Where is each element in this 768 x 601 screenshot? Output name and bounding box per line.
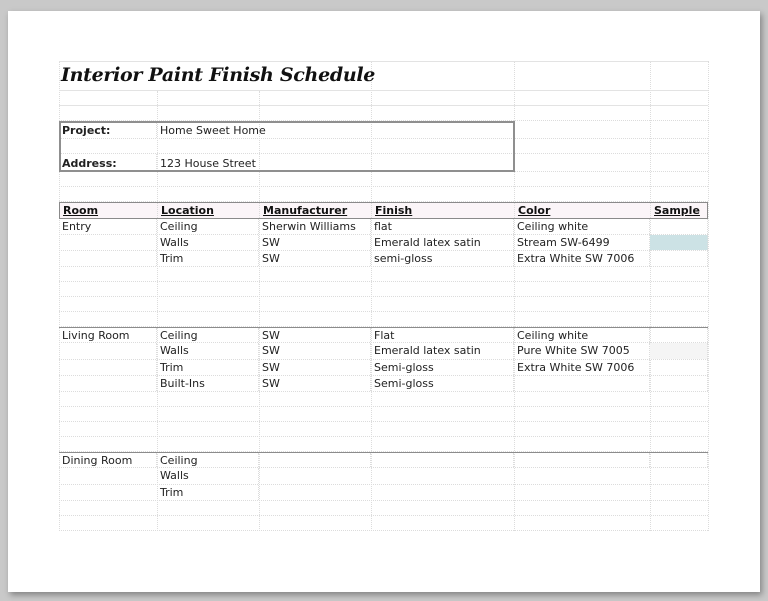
blank-row	[59, 172, 708, 187]
cell-color[interactable]: Extra White SW 7006	[514, 251, 650, 266]
cell-manufacturer[interactable]: SW	[259, 328, 371, 342]
blank-row[interactable]	[59, 312, 708, 327]
cell-sample[interactable]	[650, 376, 708, 391]
cell-room[interactable]: Dining Room	[59, 453, 157, 467]
cell-sample[interactable]	[650, 360, 708, 375]
column-header-color: Color	[515, 203, 651, 218]
cell-finish[interactable]: Emerald latex satin	[371, 235, 514, 250]
cell-manufacturer[interactable]: SW	[259, 251, 371, 266]
cell-location[interactable]: Walls	[157, 343, 259, 359]
cell-finish[interactable]: flat	[371, 219, 514, 234]
cell-room[interactable]	[59, 235, 157, 250]
cell-finish[interactable]: Semi-gloss	[371, 360, 514, 375]
cell-sample[interactable]	[650, 328, 708, 342]
cell-location[interactable]: Ceiling	[157, 328, 259, 342]
cell-manufacturer[interactable]: SW	[259, 235, 371, 250]
table-row[interactable]	[59, 452, 708, 468]
cell-room[interactable]	[59, 376, 157, 391]
table-row[interactable]	[59, 360, 708, 376]
table-row[interactable]	[59, 219, 708, 235]
document-title: Interior Paint Finish Schedule	[61, 64, 376, 86]
cell-finish[interactable]: semi-gloss	[371, 251, 514, 266]
cell-location[interactable]: Trim	[157, 485, 259, 500]
color-swatch-stream[interactable]	[650, 235, 708, 250]
cell-color[interactable]: Ceiling white	[514, 219, 650, 234]
address-row[interactable]	[59, 154, 708, 172]
blank-row[interactable]	[59, 392, 708, 407]
cell-location[interactable]: Trim	[157, 360, 259, 375]
color-swatch-pure-white[interactable]	[650, 343, 708, 359]
project-label: Project:	[59, 121, 157, 138]
column-divider	[708, 61, 709, 531]
blank-row	[59, 106, 708, 121]
cell-location[interactable]: Walls	[157, 235, 259, 250]
cell-manufacturer[interactable]	[259, 453, 371, 467]
cell-room[interactable]: Entry	[59, 219, 157, 234]
cell-finish[interactable]: Emerald latex satin	[371, 343, 514, 359]
cell-manufacturer[interactable]: Sherwin Williams	[259, 219, 371, 234]
column-header-finish: Finish	[372, 203, 515, 218]
column-header-location: Location	[158, 203, 260, 218]
project-row[interactable]	[59, 121, 708, 139]
blank-row[interactable]	[59, 282, 708, 297]
blank-row[interactable]	[59, 501, 708, 516]
cell-color[interactable]: Ceiling white	[514, 328, 650, 342]
cell-color[interactable]: Pure White SW 7005	[514, 343, 650, 359]
title-row	[59, 61, 708, 91]
cell-location[interactable]: Built-Ins	[157, 376, 259, 391]
cell-location[interactable]: Walls	[157, 468, 259, 484]
blank-row[interactable]	[59, 437, 708, 452]
column-header-room: Room	[60, 203, 158, 218]
address-label: Address:	[59, 154, 157, 171]
cell-manufacturer[interactable]: SW	[259, 343, 371, 359]
cell-location[interactable]: Ceiling	[157, 453, 259, 467]
cell-manufacturer[interactable]: SW	[259, 376, 371, 391]
cell-sample[interactable]	[650, 219, 708, 234]
table-row[interactable]	[59, 485, 708, 501]
column-header-sample: Sample	[654, 204, 700, 217]
cell-color[interactable]: Extra White SW 7006	[514, 360, 650, 375]
table-row[interactable]	[59, 251, 708, 267]
column-header-manufacturer: Manufacturer	[260, 203, 372, 218]
cell-color[interactable]: Stream SW-6499	[514, 235, 650, 250]
cell-finish[interactable]: Semi-gloss	[371, 376, 514, 391]
blank-row[interactable]	[59, 516, 708, 531]
cell-sample[interactable]	[650, 453, 708, 467]
cell-sample[interactable]	[650, 251, 708, 266]
table-row[interactable]	[59, 235, 708, 251]
blank-row[interactable]	[59, 297, 708, 312]
table-row[interactable]	[59, 376, 708, 392]
blank-row	[59, 91, 708, 106]
cell-room[interactable]	[59, 251, 157, 266]
blank-row[interactable]	[59, 422, 708, 437]
table-header-row	[59, 202, 708, 219]
cell-room[interactable]	[59, 360, 157, 375]
blank-row[interactable]	[59, 267, 708, 282]
cell-manufacturer[interactable]: SW	[259, 360, 371, 375]
cell-location[interactable]: Trim	[157, 251, 259, 266]
cell-finish[interactable]	[371, 453, 514, 467]
cell-location[interactable]: Ceiling	[157, 219, 259, 234]
cell-finish[interactable]: Flat	[371, 328, 514, 342]
blank-row[interactable]	[59, 407, 708, 422]
cell-color[interactable]	[514, 453, 650, 467]
cell-room[interactable]	[59, 343, 157, 359]
cell-color[interactable]	[514, 376, 650, 391]
blank-row	[59, 187, 708, 202]
cell-room[interactable]: Living Room	[59, 328, 157, 342]
address-value[interactable]: 123 House Street	[160, 157, 256, 170]
blank-row	[59, 139, 708, 154]
table-row[interactable]	[59, 343, 708, 360]
table-row[interactable]	[59, 468, 708, 485]
project-value[interactable]: Home Sweet Home	[160, 124, 266, 137]
table-row[interactable]	[59, 327, 708, 343]
